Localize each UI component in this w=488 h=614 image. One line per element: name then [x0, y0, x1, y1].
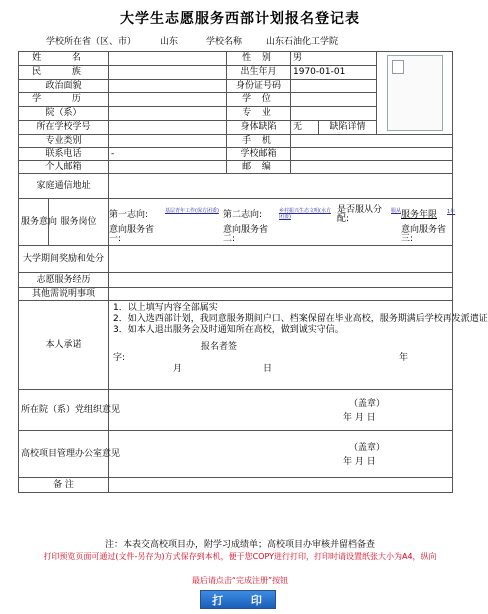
- awards-value: [109, 246, 453, 273]
- contact-phone-label: 联系电话: [19, 148, 109, 161]
- department-value: [109, 107, 227, 121]
- image-icon: [392, 60, 404, 74]
- political-value: [109, 79, 227, 93]
- first-choice-label: 第一志向:: [109, 210, 149, 220]
- disability-label: 身体缺陷: [227, 121, 291, 135]
- photo-cell: [377, 52, 453, 135]
- univ-opinion-label: 高校项目管理办公室意见: [19, 431, 109, 478]
- home-address-label: 家庭通信地址: [19, 174, 109, 199]
- student-id-value: [109, 121, 227, 135]
- degree-label: 学 位: [227, 93, 291, 107]
- political-label: 政治面貌: [19, 79, 109, 93]
- birth-label: 出生年月: [227, 65, 291, 79]
- province-choice-1: 意向服务省一:: [109, 225, 155, 244]
- major-value: [291, 107, 377, 121]
- remark-value: [109, 478, 453, 493]
- gender-label: 性 别: [227, 52, 291, 66]
- name-value: [109, 52, 227, 66]
- second-choice-link[interactable]: 乡村振兴生态文明(水方团委): [279, 208, 331, 220]
- dept-date: 年 月 日: [343, 413, 376, 423]
- school-email-label: 学校邮箱: [227, 148, 291, 161]
- major-category-value: [109, 135, 227, 148]
- service-wish-cell: [109, 199, 456, 246]
- footer-note: 注：本表交高校项目办，附学习成绩单；高校项目办审核并留档备查: [104, 540, 375, 550]
- personal-email-label: 个人邮箱: [19, 161, 109, 174]
- province-label: 学校所在省（区、市）: [46, 37, 137, 47]
- volunteer-exp-label: 志愿服务经历: [19, 273, 109, 288]
- volunteer-exp-value: [109, 273, 453, 288]
- promise-line-1: 1．以上填写内容全部属实: [113, 303, 218, 313]
- awards-label: 大学期间奖励和处分: [19, 246, 109, 273]
- school-email-value: [291, 148, 453, 161]
- province-choice-2: 意向服务省二:: [223, 225, 269, 244]
- major-category-label: 专业类别: [19, 135, 109, 148]
- promise-month: 月: [173, 364, 183, 374]
- accept-adjust-link[interactable]: 服从: [391, 208, 402, 214]
- province-choice-3: 意向服务省三:: [401, 225, 447, 244]
- school-name-label: 学校名称: [206, 37, 243, 47]
- finish-instruction: 最后请点击“完成注册”按钮: [191, 576, 289, 585]
- registration-table: [18, 51, 488, 493]
- postcode-value: [291, 161, 453, 174]
- accept-adjust-label: 是否服从分配:: [337, 205, 383, 224]
- home-address-value: [109, 174, 453, 199]
- postcode-label: 邮 编: [227, 161, 291, 174]
- id-number-value: [291, 79, 377, 93]
- form-title: 大学生志愿服务西部计划报名登记表: [120, 11, 360, 27]
- print-instruction: 打印预览页面可通过(文件-另存为)方式保存到本机，便于您COPY进行打印，打印时请设置纸张大小为A4，纵向: [43, 552, 437, 561]
- major-label: 专 业: [227, 107, 291, 121]
- degree-value: [291, 93, 377, 107]
- service-post-label: 服务岗位: [49, 199, 109, 246]
- promise-line-3: 3．如本人退出服务会及时通知所在高校，做到诚实守信。: [113, 325, 344, 335]
- ethnicity-value: [109, 65, 227, 79]
- other-notes-value: [109, 288, 453, 301]
- school-name-value: 山东石油化工学院: [266, 37, 339, 47]
- name-label: 姓 名: [19, 52, 109, 66]
- promise-line-2: 2．如入选西部计划，我同意服务期间户口、档案保留在毕业高校，服务期满后学校再发派遣证: [113, 314, 488, 324]
- service-years-label: 服务年限: [401, 210, 438, 220]
- school-info-line: [0, 34, 480, 48]
- first-choice-link[interactable]: 基层青年工作(保方团委): [165, 208, 219, 214]
- service-years-link[interactable]: 1年: [447, 209, 456, 215]
- signature-zi: 字:: [113, 353, 126, 363]
- id-number-label: 身份证号码: [227, 79, 291, 93]
- disability-value: 无: [291, 121, 319, 135]
- student-id-label: 所在学校学号: [19, 121, 109, 135]
- print-button[interactable]: 打 印: [200, 590, 276, 609]
- department-label: 院（系）: [19, 107, 109, 121]
- promise-year: 年: [399, 353, 409, 363]
- promise-content: [109, 301, 488, 390]
- personal-email-value: [109, 161, 227, 174]
- birth-value: 1970-01-01: [291, 65, 377, 79]
- second-choice-label: 第二志向:: [223, 210, 263, 220]
- mobile-label: 手 机: [227, 135, 291, 148]
- other-notes-label: 其他需说明事项: [19, 288, 109, 301]
- univ-stamp: （盖章）: [349, 443, 386, 453]
- dept-opinion-label: 所在院（系）党组织意见: [19, 390, 109, 431]
- contact-phone-value: -: [109, 148, 227, 161]
- service-intent-label: 服务意向: [19, 199, 49, 246]
- dept-stamp: （盖章）: [349, 399, 386, 409]
- univ-opinion-cell: [109, 431, 453, 478]
- gender-value: 男: [291, 52, 377, 66]
- univ-date: 年 月 日: [343, 457, 376, 467]
- disability-detail-label: 缺陷详情: [319, 121, 377, 135]
- province-value: 山东: [160, 37, 179, 47]
- photo-placeholder: [387, 55, 443, 131]
- remark-label: 备 注: [19, 478, 109, 493]
- promise-day: 日: [263, 364, 273, 374]
- mobile-value: [291, 135, 453, 148]
- education-label: 学 历: [19, 93, 109, 107]
- promise-label: 本人承诺: [19, 301, 109, 390]
- signature-label: 报名者签: [201, 342, 238, 352]
- dept-opinion-cell: [109, 390, 453, 431]
- ethnicity-label: 民 族: [19, 65, 109, 79]
- education-value: [109, 93, 227, 107]
